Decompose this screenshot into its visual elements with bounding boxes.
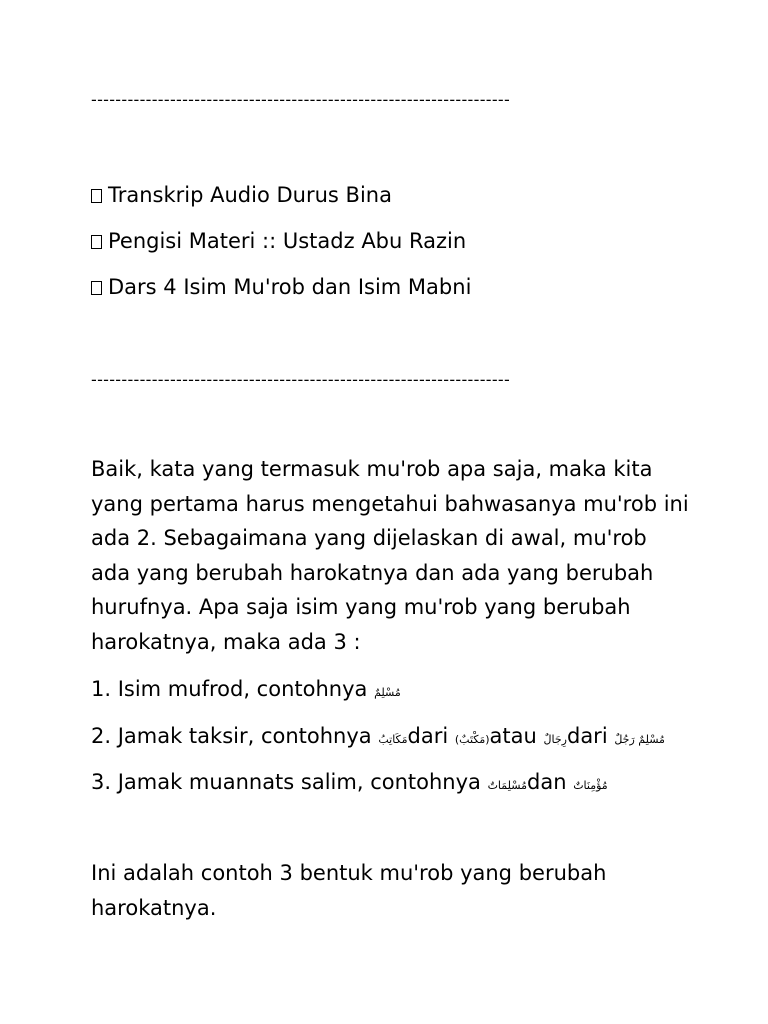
list-item-3: [91, 769, 608, 799]
header-item-text: Pengisi Materi :: Ustadz Abu Razin: [108, 229, 467, 253]
intro-paragraph: Baik, kata yang termasuk mu'rob apa saja, maka kita yang pertama harus mengetahui bahwasanya mu'rob ini ada 2. Sebagaimana yang dijelaskan di awal, mu'rob ada yang berubah harokatnya dan ada yang berubah hurufnya. Apa saja isim yang mu'rob yang berubah harokatnya, maka ada 3 :: [91, 457, 689, 654]
arabic-example: مُسْلِمَاتٌ: [487, 779, 527, 792]
header-item-text: Dars 4 Isim Mu'rob dan Isim Mabni: [108, 275, 472, 299]
header-item-text: Transkrip Audio Durus Bina: [108, 183, 392, 207]
list-item-label: 1. Isim mufrod, contohnya: [91, 677, 375, 701]
conjunction-text: dari: [407, 724, 455, 748]
arabic-example: (مَكْتَبٌ): [454, 733, 490, 746]
closing-paragraph: Ini adalah contoh 3 bentuk mu'rob yang berubah harokatnya.: [91, 861, 607, 920]
missing-glyph-icon: [91, 281, 102, 295]
arabic-example: مَكَاتِبُ: [378, 733, 408, 746]
missing-glyph-icon: [91, 235, 102, 249]
arabic-example: مُسْلِمٌ: [374, 686, 401, 699]
list-item-2: [91, 723, 665, 753]
conjunction-text: dan: [527, 770, 574, 794]
conjunction-text: atau: [489, 724, 544, 748]
header-item-lesson: [91, 274, 471, 300]
conjunction-text: dari: [566, 724, 615, 748]
divider-bottom: ---------------------------------------------------------------------: [91, 370, 511, 389]
list-item-label: 3. Jamak muannats salim, contohnya: [91, 770, 488, 794]
divider-top: ---------------------------------------------------------------------: [91, 90, 511, 109]
list-item-label: 2. Jamak taksir, contohnya: [91, 724, 379, 748]
arabic-example: مُسْلِمٌ رَجُلٌ: [614, 733, 665, 746]
list-item-1: [91, 676, 401, 706]
arabic-example: مُؤْمِنَاتٌ: [573, 779, 608, 792]
missing-glyph-icon: [91, 189, 102, 203]
header-item-speaker: [91, 228, 466, 254]
header-item-title: [91, 182, 392, 208]
arabic-example: رِجَالٌ: [543, 733, 567, 746]
